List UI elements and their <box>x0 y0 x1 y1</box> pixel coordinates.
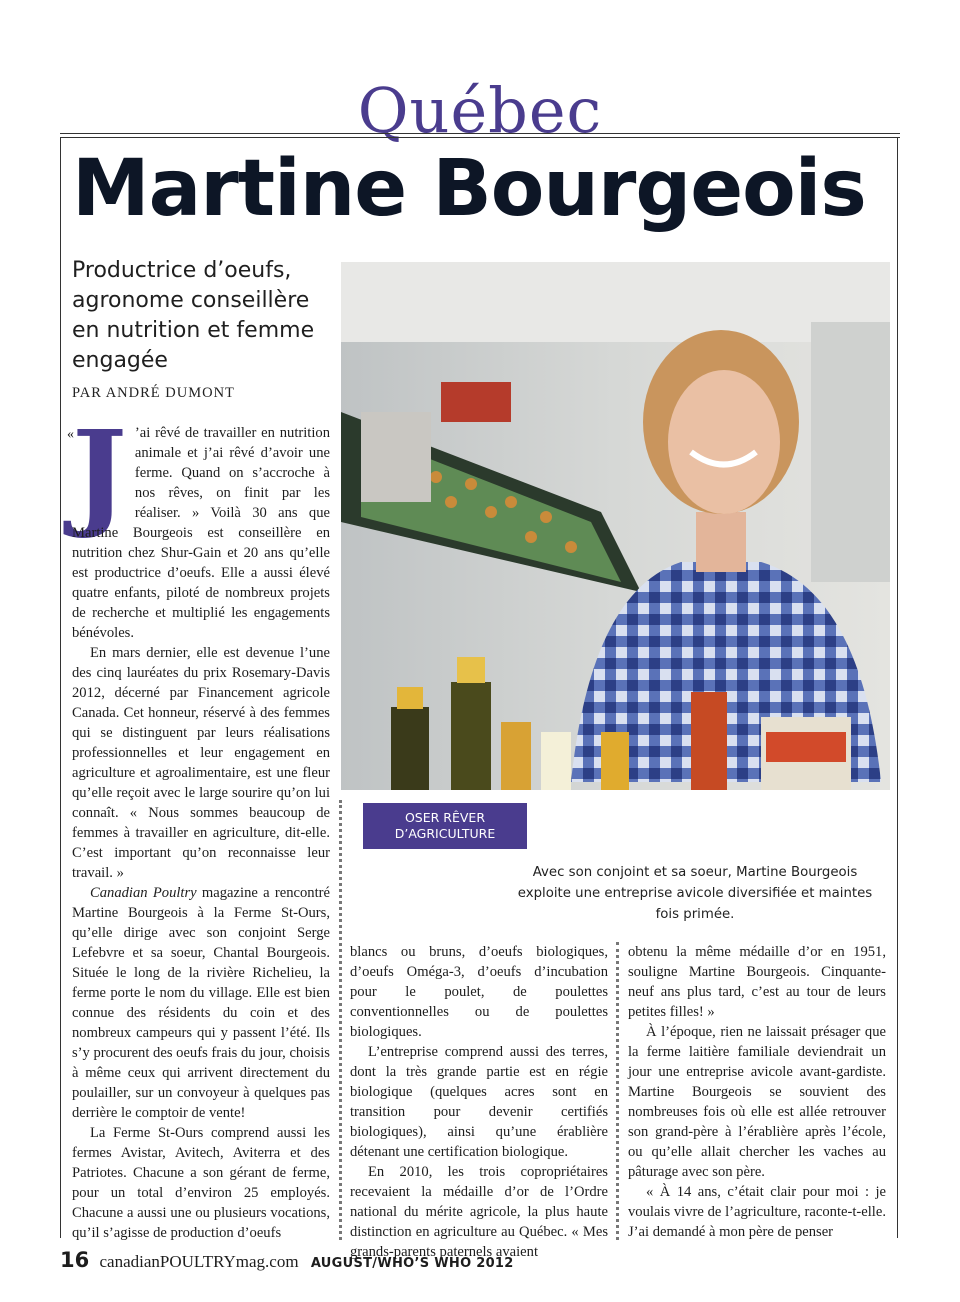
article-headline: Martine Bourgeois <box>72 144 866 234</box>
paragraph-1 <box>72 406 330 643</box>
article-column-2 <box>350 942 608 1262</box>
article-column-3 <box>628 942 886 1242</box>
byline: PAR ANDRÉ DUMONT <box>72 385 235 401</box>
top-rule <box>60 133 900 134</box>
paragraph-4: La Ferme St-Ours comprend aussi les fermes Avistar, Avitech, Aviterra et des Patriotes. Chacune a son gérant de ferme, pour un total d’environ 25 employés. Chacune a aussi une ou plusieurs vocations, qu’il s’agisse de production d’oeufs <box>72 1125 330 1241</box>
pull-quote-box: OSER RÊVER D’AGRICULTURE <box>363 803 527 849</box>
paragraph-8: obtenu la même médaille d’or en 1951, souligne Martine Bourgeois. Cinquante-neuf ans plus tard, c’est au tour de leurs petites filles! » <box>628 944 886 1020</box>
drop-cap: J <box>72 406 127 542</box>
paragraph-10: « À 14 ans, c’était clair pour moi : je voulais vivre de l’agriculture, raconte-t-elle. J’ai demandé à mon père de penser <box>628 1184 886 1240</box>
column-divider-1 <box>339 800 342 1240</box>
frame-right-border <box>897 138 898 1238</box>
page-number: 16 <box>60 1248 90 1272</box>
paragraph-7: En 2010, les trois copropriétaires recevaient la médaille d’or de l’Ordre national du mérite agricole, la plus haute distinction en agriculture au Québec. « Mes grands-parents paternels avaient <box>350 1164 608 1260</box>
paragraph-2: En mars dernier, elle est devenue l’une des cinq lauréates du prix Rosemary-Davis 2012, décerné par Financement agricole Canada. Cet honneur, réservé à des femmes qui se distinguent par leurs réalisations professionnelles et leur engagement en agriculture et agroalimentaire, est une fleur qu’elle reçoit avec le large sourire qu’on lui connaît. « Nous sommes beaucoup de femmes à travailler en agriculture, dit-elle. C’est important qu’on reconnaisse leur travail. » <box>72 645 330 881</box>
top-rule-inner <box>60 137 900 138</box>
column-divider-2 <box>616 942 619 1240</box>
portrait-photo <box>341 262 890 790</box>
paragraph-9: À l’époque, rien ne laissait présager que la ferme laitière familiale deviendrait un jour une entreprise avicole avant-gardiste. Martine Bourgeois se souvient des nombreuses fois où elle est allée retrouver son grand-père à l’érablière après l’école, ou qu’elle allait chercher les vaches au pâturage avec son père. <box>628 1024 886 1180</box>
paragraph-5: blancs ou bruns, d’oeufs biologiques, d’oeufs Oméga-3, d’oeufs d’incubation pour le poulet, de poulettes conventionnelles ou de poulettes biologiques. <box>350 944 608 1040</box>
footer-issue: AUGUST/WHO’S WHO 2012 <box>310 1256 514 1271</box>
footer-website: canadianPOULTRYmag.com <box>99 1252 299 1271</box>
paragraph-6: L’entreprise comprend aussi des terres, dont la très grande partie est en régie biologique (quelques acres sont en transition pour devenir certifiés biologiques), ainsi qu’une érablière détenant une certification biologique. <box>350 1044 608 1160</box>
publication-name: Canadian Poultry <box>90 885 197 901</box>
paragraph-1-text: ’ai rêvé de travailler en nutrition animale et j’ai rêvé d’avoir une ferme. Quand on s’accroche à nos rêves, on finit par les réaliser. » Voilà 30 ans que Martine Bourgeois est conseillère en nutrition chez Shur-Gain et 20 ans qu’elle est productrice d’oeufs. Elle a aussi élevé quatre enfants, piloté de nombreux projets de recherche et multiplié les engagements bénévoles. <box>72 425 330 641</box>
page-footer <box>60 1248 514 1272</box>
photo-caption: Avec son conjoint et sa soeur, Martine Bourgeois exploite une entreprise avicole diversifiée et maintes fois primée. <box>517 865 873 922</box>
paragraph-3 <box>72 883 330 1123</box>
paragraph-3-text: magazine a rencontré Martine Bourgeois à la Ferme St-Ours, qu’elle dirige avec son conjoint Serge Lefebvre et sa soeur, Chantal Bourgeois. Située le long de la rivière Richelieu, la ferme porte le nom du village. Elle est bien connue des résidents du coin et des nombreux campeurs qui y passent l’été. Ils s’y procurent des oeufs frais du jour, choisis à même ceux qui arrivent directement du poulailler, sur un convoyeur à quelques pas derrière le comptoir de vente! <box>72 885 330 1121</box>
article-subhead: Productrice d’oeufs, agronome conseillère en nutrition et femme engagée <box>72 258 315 373</box>
opening-quote: « <box>67 427 74 442</box>
article-column-1 <box>72 406 330 1243</box>
section-title: Québec <box>357 74 603 147</box>
frame-left-border <box>60 138 61 1238</box>
